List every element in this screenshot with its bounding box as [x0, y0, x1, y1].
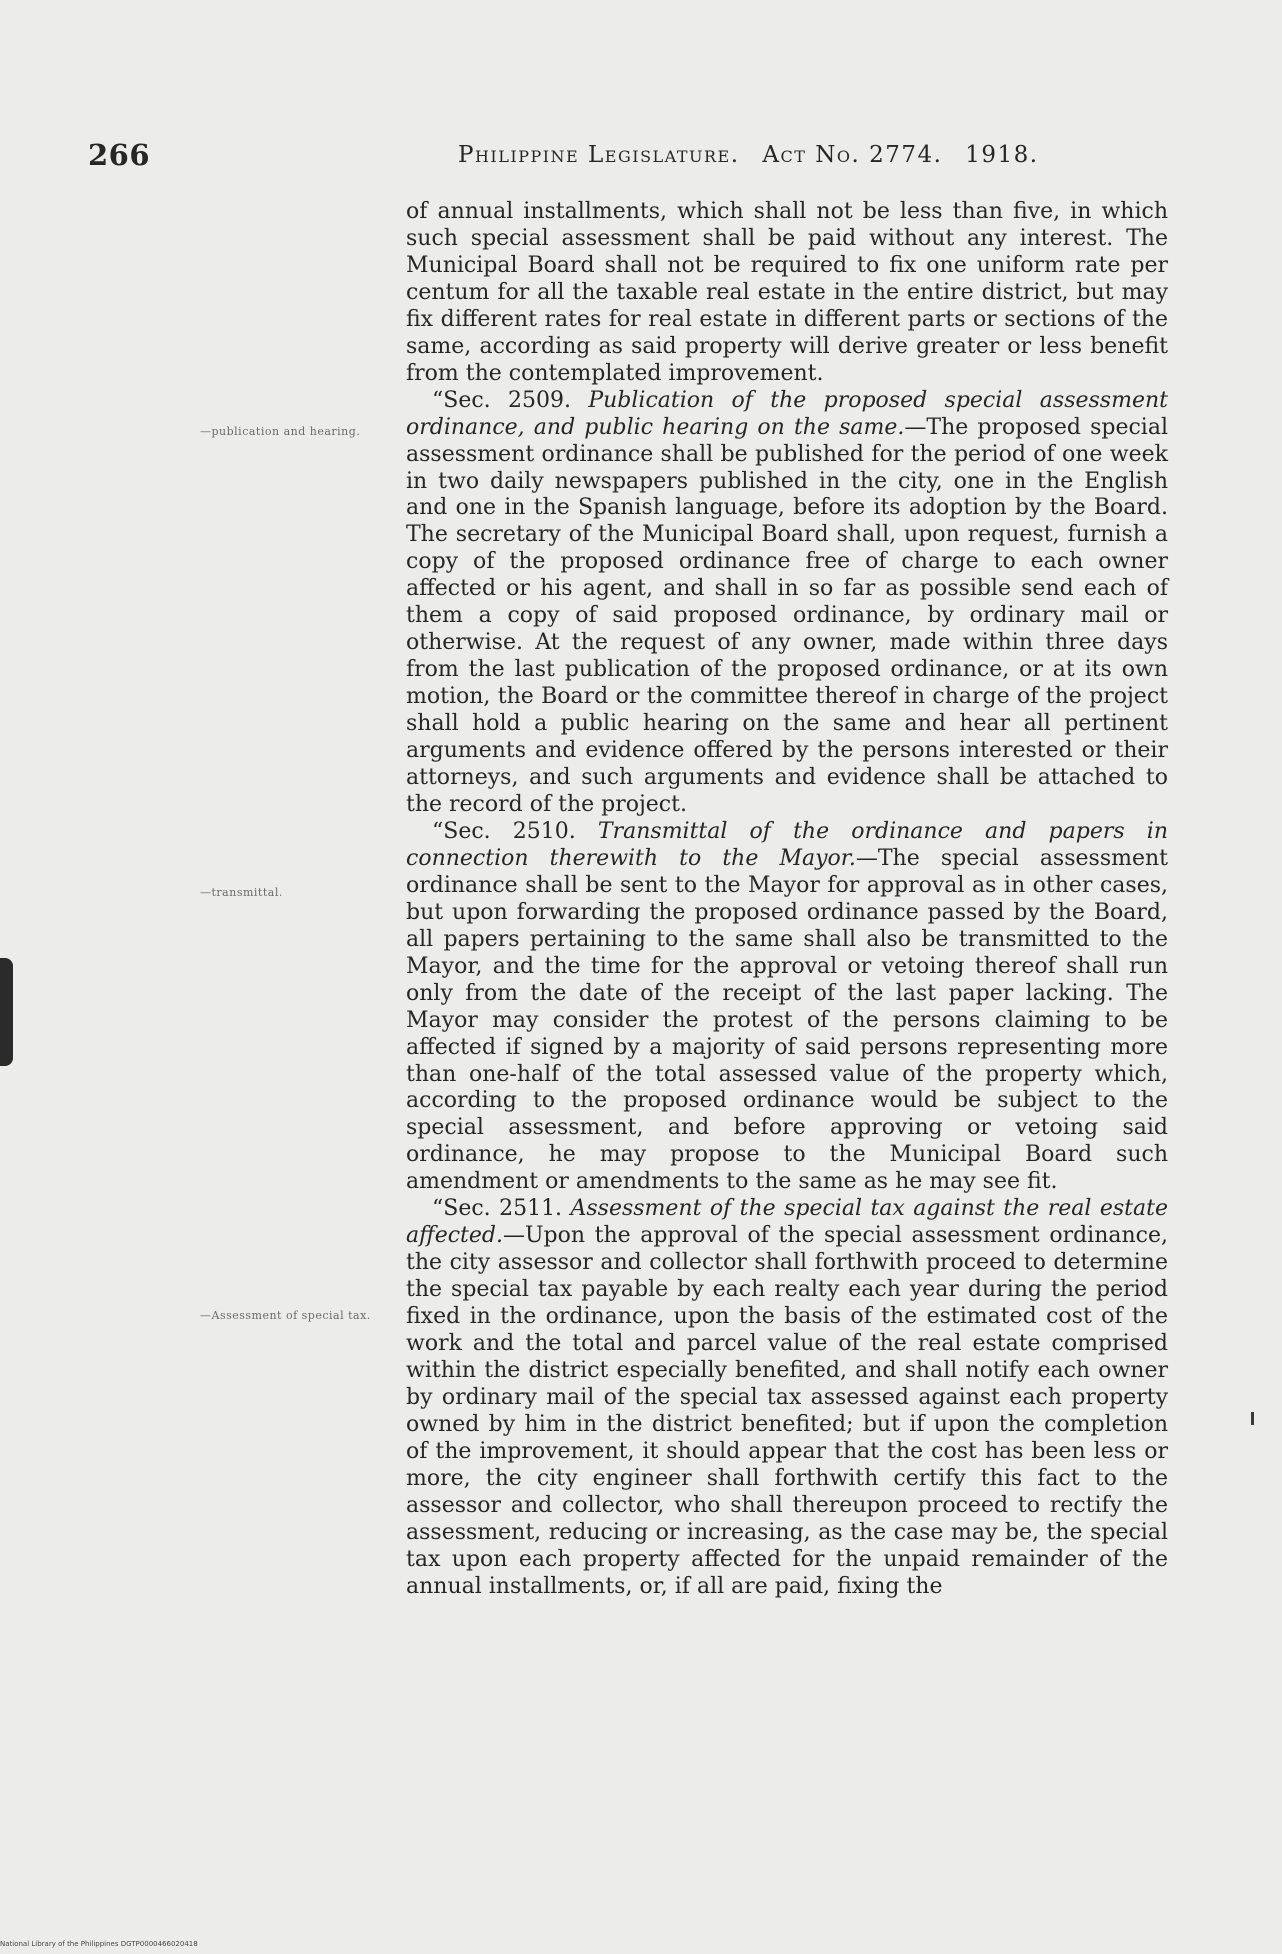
stray-ink-mark: [1251, 1412, 1254, 1425]
page-number: 266: [88, 138, 151, 172]
margin-note-assessment: —Assessment of special tax.: [200, 1309, 371, 1322]
section-2509-text: —The proposed special assessment ordinance shall be published for the period of one week in two daily newspapers published in the city, one in the English and one in the Spanish language, before its adoption by the Board. The secretary of the Municipal Board shall, upon request, furnish a copy of the proposed ordinance free of charge to each owner affected or his agent, and shall in so far as possible send each of them a copy of said proposed ordinance, by ordinary mail or otherwise. At the request of any owner, made within three days from the last publication of the proposed ordinance, or at its own motion, the Board or the committee thereof in charge of the project shall hold a public hearing on the same and hear all pertinent arguments and evidence offered by the persons interested or their attorneys, and such arguments and evidence shall be attached to the record of the project.: [406, 414, 1168, 817]
body-text: [406, 199, 1168, 1601]
running-head-year: 1918.: [965, 142, 1039, 168]
running-head-act: Act No. 2774.: [762, 142, 943, 168]
running-head: [458, 142, 1039, 168]
margin-note-publication: —publication and hearing.: [200, 425, 361, 438]
section-2509-title: Publication of the proposed special assessment ordinance, and public hearing on the same.: [406, 387, 1168, 440]
scan-footer: National Library of the Philippines DGTP0000466020418: [0, 1940, 198, 1948]
section-2510: [406, 819, 1168, 1196]
margin-note-transmittal: —transmittal.: [200, 886, 283, 899]
section-2511-label: “Sec. 2511.: [432, 1196, 563, 1222]
binding-edge-mark: [0, 958, 13, 1066]
section-2510-title: Transmittal of the ordinance and papers in connection therewith to the Mayor.: [406, 818, 1168, 871]
section-2511-title: Assessment of the special tax against the real estate affected.: [406, 1196, 1168, 1249]
running-head-title: Philippine Legislature.: [458, 142, 740, 168]
section-2511: [406, 1196, 1168, 1600]
section-2509-label: “Sec. 2509.: [432, 387, 571, 413]
paragraph-continued: of annual installments, which shall not be less than five, in which such special assessment shall be paid without any interest. The Municipal Board shall not be required to fix one uniform rate per centum for all the taxable real estate in the entire district, but may fix different rates for real estate in different parts or sections of the same, according as said property will derive greater or less benefit from the contemplated improvement.: [406, 199, 1168, 386]
section-2509: [406, 388, 1168, 819]
section-2511-text: —Upon the approval of the special assessment ordinance, the city assessor and collector shall forthwith proceed to determine the special tax payable by each realty each year during the period fixed in the ordinance, upon the basis of the estimated cost of the work and the total and parcel value of the real estate comprised within the district especially benefited, and shall notify each owner by ordinary mail of the special tax assessed against each property owned by him in the district benefited; but if upon the completion of the improvement, it should appear that the cost has been less or more, the city engineer shall forthwith certify this fact to the assessor and collector, who shall thereupon proceed to rectify the assessment, reducing or increasing, as the case may be, the special tax upon each property affected for the unpaid remainder of the annual installments, or, if all are paid, fixing the: [406, 1223, 1168, 1599]
section-2510-text: —The special assessment ordinance shall be sent to the Mayor for approval as in other cases, but upon forwarding the proposed ordinance passed by the Board, all papers pertaining to the same shall also be transmitted to the Mayor, and the time for the approval or vetoing thereof shall run only from the date of the receipt of the last paper lacking. The Mayor may consider the protest of the persons claiming to be affected if signed by a majority of said persons representing more than one-half of the total assessed value of the property which, according to the proposed ordinance would be subject to the special assessment, and before approving or vetoing said ordinance, he may propose to the Municipal Board such amendment or amendments to the same as he may see fit.: [406, 845, 1169, 1195]
section-2510-label: “Sec. 2510.: [432, 818, 576, 844]
